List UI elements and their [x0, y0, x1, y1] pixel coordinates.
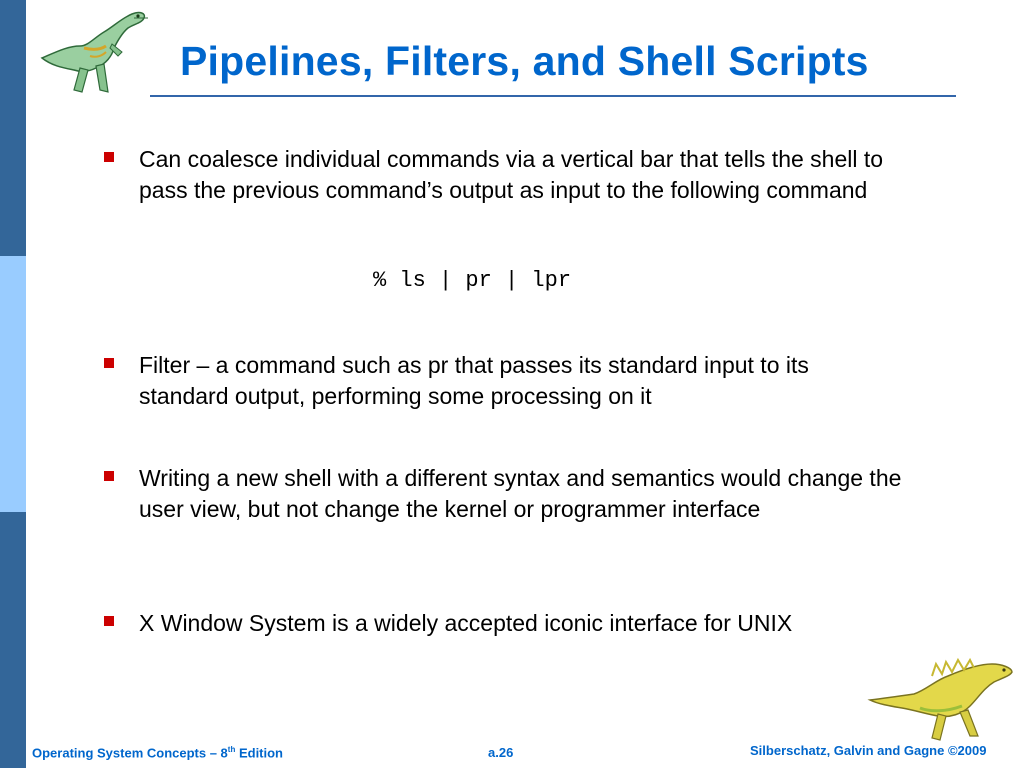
command-example: % ls | pr | lpr — [373, 268, 572, 293]
sidebar-segment-dark-top — [0, 0, 26, 256]
bullet-square-icon — [104, 152, 114, 162]
footer-book-title — [32, 745, 283, 760]
left-sidebar-bar — [0, 0, 26, 768]
title-underline — [150, 95, 956, 97]
bullet-text: X Window System is a widely accepted iconic interface for UNIX — [139, 610, 793, 636]
bullet-item — [104, 144, 904, 206]
bullet-square-icon — [104, 358, 114, 368]
bullet-text: Filter – a command such as pr that passes its standard input to its standard output, performing some processing on it — [139, 352, 809, 409]
bullet-text: Writing a new shell with a different syntax and semantics would change the user view, but not change the kernel or programmer interface — [139, 465, 902, 522]
sidebar-segment-dark-bottom — [0, 512, 26, 768]
footer-page-number: a.26 — [488, 745, 514, 760]
bullet-square-icon — [104, 616, 114, 626]
dinosaur-icon — [34, 6, 158, 98]
dinosaur-icon — [866, 650, 1016, 746]
bullet-item — [104, 463, 904, 525]
page-title: Pipelines, Filters, and Shell Scripts — [180, 38, 869, 84]
sidebar-segment-light — [0, 256, 26, 512]
footer-book-suffix: Edition — [235, 745, 284, 761]
footer-book-superscript: th — [227, 745, 236, 754]
bullet-text: Can coalesce individual commands via a vertical bar that tells the shell to pass the previous command’s output as input to the following command — [139, 146, 884, 203]
footer-copyright: Silberschatz, Galvin and Gagne ©2009 — [750, 743, 987, 758]
bullet-square-icon — [104, 471, 114, 481]
footer-book-prefix: Operating System Concepts – 8 — [32, 745, 228, 761]
bullet-item — [104, 350, 904, 412]
bullet-item — [104, 608, 904, 639]
